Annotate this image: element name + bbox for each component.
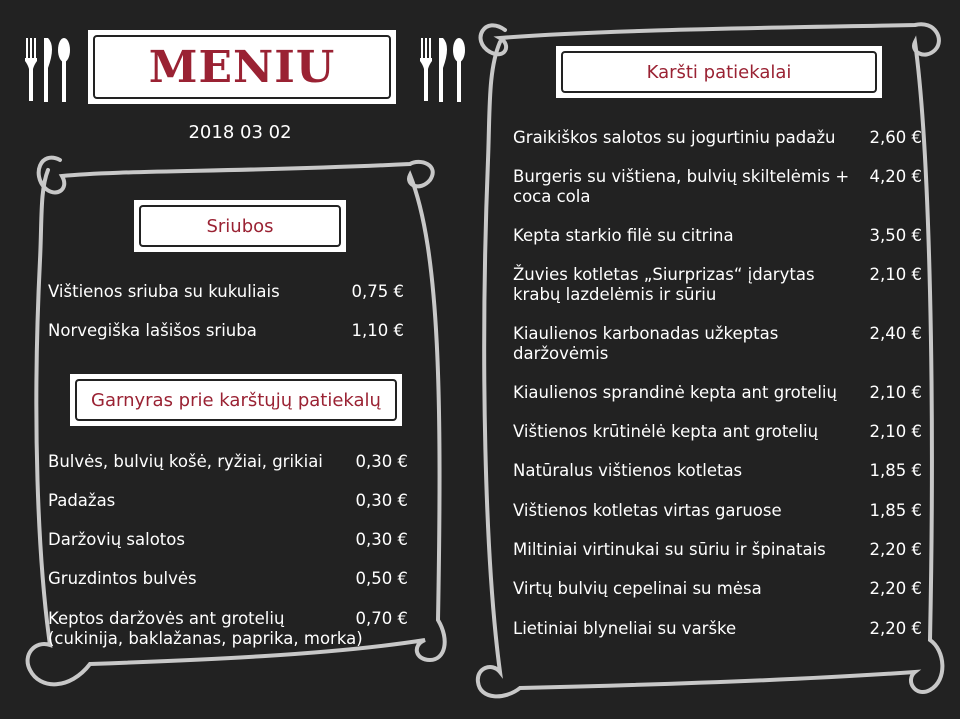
menu-item-price: 2,60 € xyxy=(869,128,922,147)
cutlery-icon xyxy=(417,36,472,104)
menu-item-price: 2,40 € xyxy=(869,324,922,343)
menu-item-name: Natūralus vištienos kotletas xyxy=(513,461,743,480)
section-heading-sides: Garnyras prie karštųjų patiekalų xyxy=(70,374,402,426)
menu-item-price: 0,50 € xyxy=(355,569,408,588)
menu-item-name: Žuvies kotletas „Siurprizas“ įdarytas xyxy=(513,265,815,284)
menu-item-name: Kiaulienos sprandinė kepta ant grotelių xyxy=(513,383,837,402)
menu-item-name: Miltiniai virtinukai su sūriu ir špinatais xyxy=(513,540,826,559)
menu-item-name: Vištienos krūtinėlė kepta ant grotelių xyxy=(513,422,819,441)
menu-item-name-line2: coca cola xyxy=(513,187,591,206)
menu-item-name-line2: (cukinija, baklažanas, paprika, morka) xyxy=(48,629,363,648)
menu-item-name: Daržovių salotos xyxy=(48,530,185,549)
menu-item-name: Burgeris su vištiena, bulvių skiltelėmis + xyxy=(513,167,850,186)
menu-item-price: 1,85 € xyxy=(869,461,922,480)
menu-item-name: Kiaulienos karbonadas užkeptas xyxy=(513,324,779,343)
menu-item-name: Graikiškos salotos su jogurtiniu padažu xyxy=(513,128,836,147)
menu-item-price: 1,85 € xyxy=(869,501,922,520)
menu-item-price: 0,30 € xyxy=(355,491,408,510)
menu-item-price: 4,20 € xyxy=(869,167,922,186)
cutlery-icon xyxy=(22,36,77,104)
menu-item-name: Lietiniai blyneliai su varške xyxy=(513,619,737,638)
menu-item-price: 2,10 € xyxy=(869,265,922,284)
menu-item-price: 0,70 € xyxy=(355,609,408,628)
menu-item-price: 2,20 € xyxy=(869,619,922,638)
menu-item-price: 0,75 € xyxy=(351,282,404,301)
menu-item-price: 1,10 € xyxy=(351,321,404,340)
menu-item-name: Keptos daržovės ant grotelių xyxy=(48,609,285,628)
menu-item-name: Vištienos kotletas virtas garuose xyxy=(513,501,782,520)
menu-item-price: 3,50 € xyxy=(869,226,922,245)
menu-item-name: Padažas xyxy=(48,491,116,510)
title-plaque xyxy=(88,30,396,104)
menu-item-name: Norvegiška lašišos sriuba xyxy=(48,321,257,340)
section-heading-hot-dishes: Karšti patiekalai xyxy=(556,46,882,98)
menu-date: 2018 03 02 xyxy=(188,122,292,143)
section-heading-soups: Sriubos xyxy=(134,200,346,252)
menu-item-price: 0,30 € xyxy=(355,530,408,549)
menu-item-price: 0,30 € xyxy=(355,452,408,471)
menu-item-name: Vištienos sriuba su kukuliais xyxy=(48,282,280,301)
menu-item-name: Gruzdintos bulvės xyxy=(48,569,197,588)
menu-item-name: Bulvės, bulvių košė, ryžiai, grikiai xyxy=(48,452,323,471)
menu-item-price: 2,10 € xyxy=(869,422,922,441)
menu-item-name-line2: daržovėmis xyxy=(513,344,609,363)
menu-item-price: 2,20 € xyxy=(869,579,922,598)
menu-item-price: 2,20 € xyxy=(869,540,922,559)
page-title: MENIU xyxy=(148,41,336,93)
menu-item-name: Kepta starkio filė su citrina xyxy=(513,226,734,245)
menu-item-price: 2,10 € xyxy=(869,383,922,402)
menu-item-name: Virtų bulvių cepelinai su mėsa xyxy=(513,579,762,598)
menu-item-name-line2: krabų lazdelėmis ir sūriu xyxy=(513,285,717,304)
